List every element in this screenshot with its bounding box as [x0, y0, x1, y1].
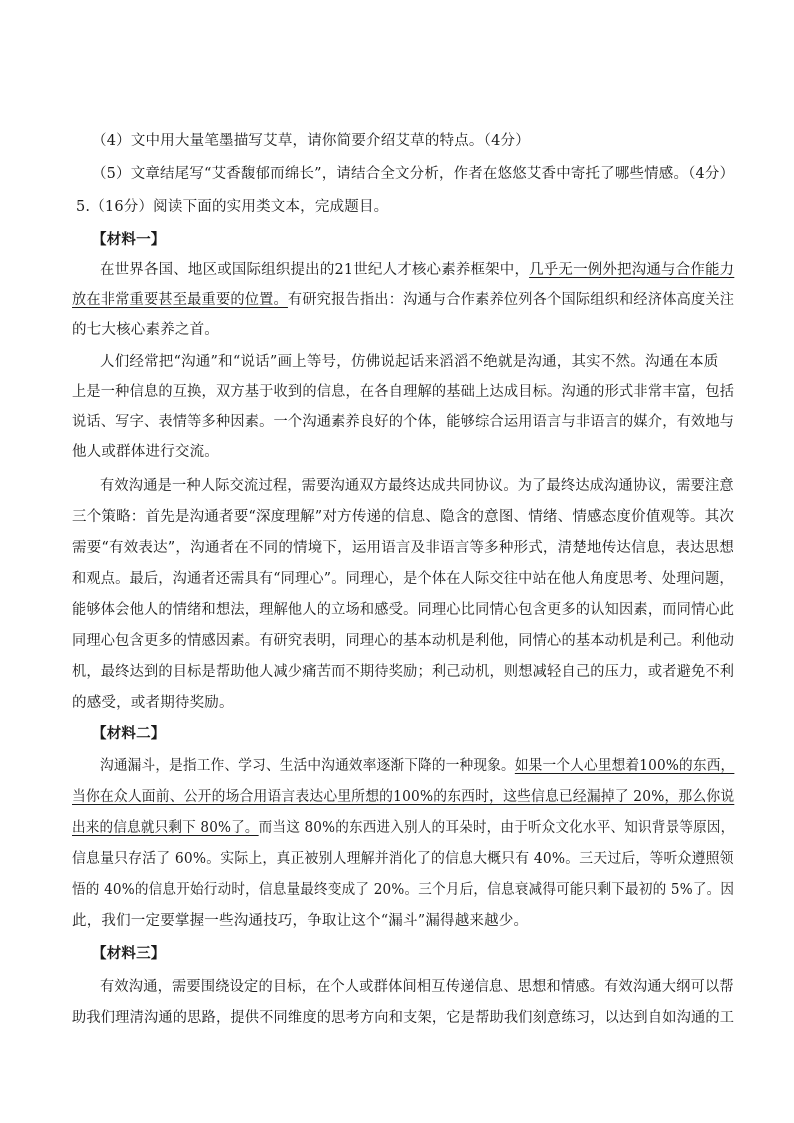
- material-1-heading: 【材料一】: [92, 231, 166, 248]
- material-1-p3-line-8: 的感受，或者期待奖励。: [72, 695, 234, 711]
- material-1-p3-line-4: 和观点。最后，沟通者还需具有“同理心”。同理心，是个体在人际交往中站在他人角度思考、处理问题，: [72, 571, 734, 587]
- underlined-segment: 几乎无一例外把沟通与合作能力: [529, 262, 735, 278]
- material-2-heading: 【材料二】: [92, 725, 166, 742]
- material-2-line-1: [100, 756, 734, 776]
- material-1-p1-line-1: [100, 260, 734, 280]
- material-1-p3-line-2: 三个策略：首先是沟通者要“深度理解”对方传递的信息、隐含的意图、情绪、情感态度价值观等。其次: [72, 509, 735, 525]
- material-1-p3-line-6: 同理心包含更多的情感因素。有研究表明，同理心的基本动机是利他，同情心的基本动机是利己。利他动: [72, 633, 735, 649]
- material-2-line-3: [72, 818, 734, 838]
- text-segment: 在世界各国、地区或国际组织提出的21世纪人才核心素养框架中，: [100, 262, 530, 278]
- material-1-p2-line-1: 人们经常把“沟通”和“说话”画上等号，仿佛说起话来滔滔不绝就是沟通，其实不然。沟通在本质: [100, 354, 719, 370]
- material-3-heading: 【材料三】: [92, 945, 166, 962]
- material-2-line-2: [72, 787, 734, 807]
- underlined-segment: 当你在众人面前、公开的场合用语言表达心里所想的100%的东西时，这些信息已经漏掉了 20%，那么你说: [72, 789, 735, 805]
- underlined-segment: 出来的信息就只剩下 80%了。: [72, 820, 259, 836]
- material-1-p3-line-7: 机，最终达到的目标是帮助他人减少痛苦而不期待奖励；利己动机，则想减轻自己的压力，或者避免不利: [72, 664, 735, 680]
- text-segment: 有研究报告指出：沟通与合作素养位列各个国际组织和经济体高度关注: [287, 292, 735, 308]
- material-1-p3-line-3: 需要“有效表达”，沟通者在不同的情境下，运用语言及非语言等多种形式，清楚地传达信息，表达思想: [72, 540, 735, 556]
- material-3-line-1: 有效沟通，需要围绕设定的目标，在个人或群体间相互传递信息、思想和情感。有效沟通大纲可以帮: [100, 979, 734, 995]
- material-1-p1-line-3: 的七大核心素养之首。: [72, 322, 219, 338]
- material-2-line-5: 悟的 40%的信息开始行动时，信息量最终变成了 20%。三个月后，信息衰减得可能只剩下最初的 5%了。因: [72, 882, 735, 898]
- material-3-line-2: 助我们理清沟通的思路，提供不同维度的思考方向和支架，它是帮助我们刻意练习，以达到自如沟通的工: [72, 1010, 735, 1026]
- task-5-instruction: 5.（16分）阅读下面的实用类文本，完成题目。: [76, 199, 389, 215]
- question-5: （5）文章结尾写“艾香馥郁而绵长”，请结合全文分析，作者在悠悠艾香中寄托了哪些情感。（4分）: [92, 166, 735, 182]
- material-2-line-6: 此，我们一定要掌握一些沟通技巧，争取让这个“漏斗”漏得越来越少。: [72, 913, 529, 929]
- material-1-p2-line-2: 上是一种信息的互换，双方基于收到的信息，在各自理解的基础上达成目标。沟通的形式非常丰富，包括: [72, 384, 735, 400]
- material-1-p2-line-4: 他人或群体进行交流。: [72, 444, 219, 460]
- material-1-p3-line-1: 有效沟通是一种人际交流过程，需要沟通双方最终达成共同协议。为了最终达成沟通协议，需要注意: [100, 478, 734, 494]
- question-4: （4）文中用大量笔墨描写艾草，请你简要介绍艾草的特点。（4分）: [92, 133, 530, 149]
- material-2-line-4: 信息量只存活了 60%。实际上，真正被别人理解并消化了的信息大概只有 40%。三天过后，等听众遵照领: [72, 851, 734, 867]
- material-1-p2-line-3: 说话、写字、表情等多种因素。一个沟通素养良好的个体，能够综合运用语言与非语言的媒介，有效地与: [72, 414, 735, 430]
- material-1-p1-line-2: [72, 290, 734, 310]
- material-1-p3-line-5: 能够体会他人的情绪和想法，理解他人的立场和感受。同理心比同情心包含更多的认知因素，而同情心此: [72, 602, 735, 618]
- text-segment: 而当这 80%的东西进入别人的耳朵时，由于听众文化水平、知识背景等原因，: [258, 820, 735, 836]
- text-segment: 沟通漏斗，是指工作、学习、生活中沟通效率逐渐下降的一种现象。: [100, 758, 515, 774]
- underlined-segment: 放在非常重要甚至最重要的位置。: [72, 292, 288, 308]
- underlined-segment: 如果一个人心里想着100%的东西，: [514, 758, 735, 774]
